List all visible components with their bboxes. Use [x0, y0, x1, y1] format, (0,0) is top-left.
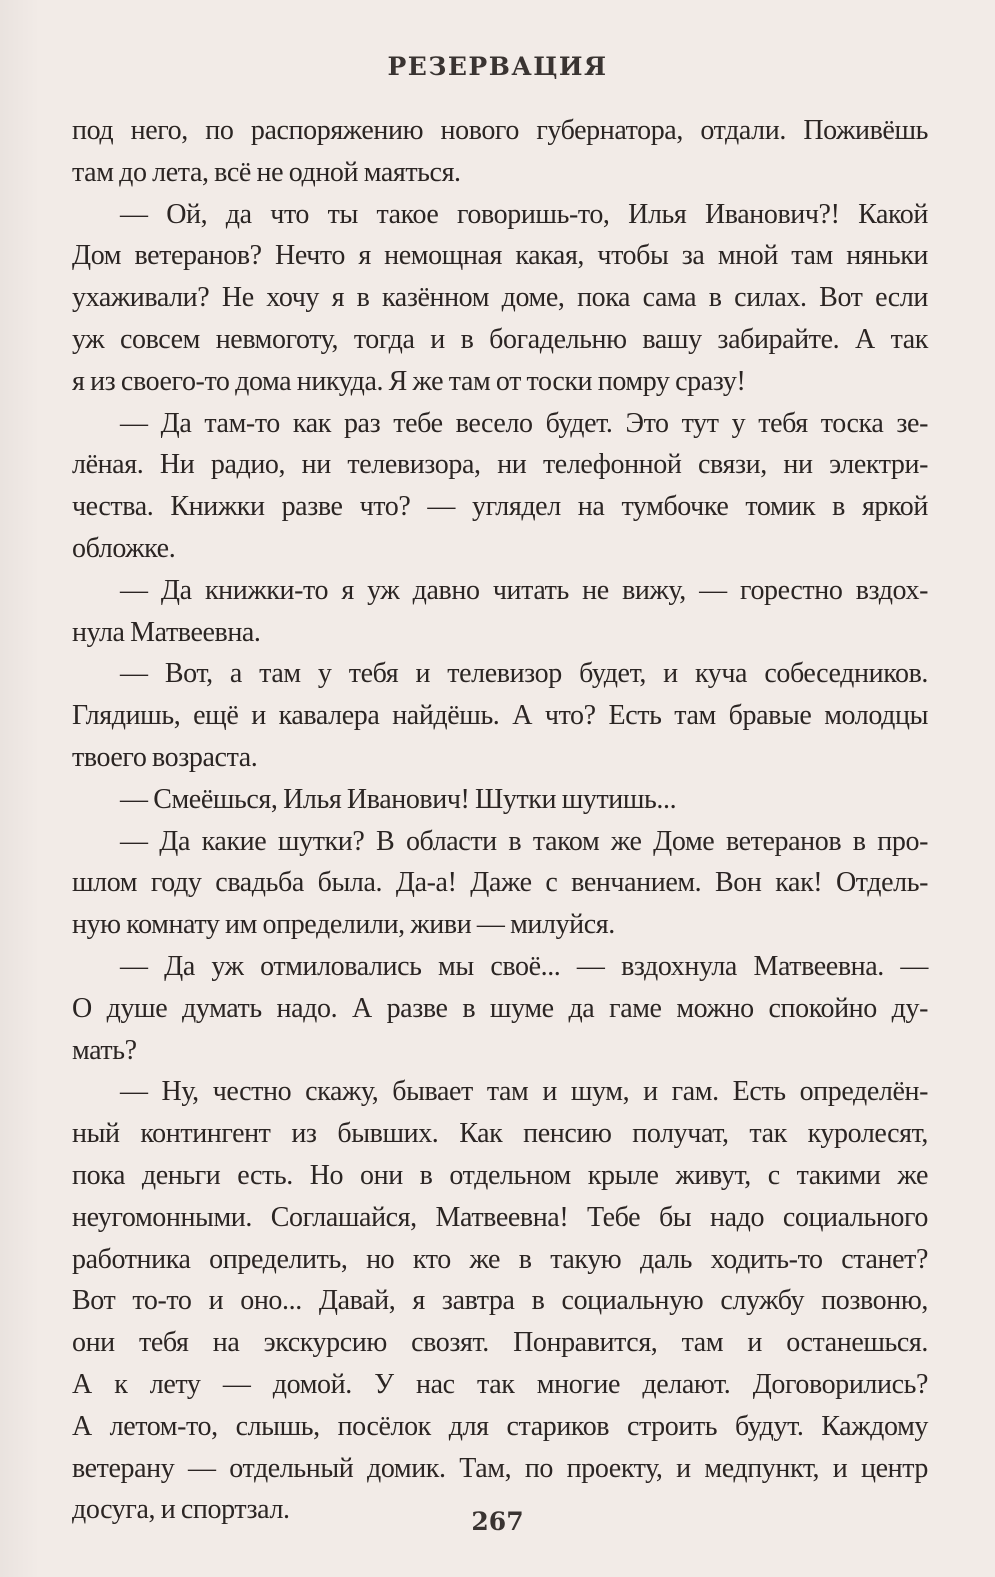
text-line: А летом-то, слышь, посёлок для стариков строить будут. Каждому	[72, 1410, 928, 1442]
paragraph-first-line: — Да уж отмиловались мы своё... — вздохнула Матвеевна. —	[120, 950, 928, 982]
running-head: РЕЗЕРВАЦИЯ	[387, 52, 608, 81]
text-line: они тебя на экскурсию свозят. Понравится, там и останешься.	[72, 1327, 928, 1359]
text-line: там до лета, всё не одной маяться.	[72, 156, 461, 188]
text-line: пока деньги есть. Но они в отдельном крыле живут, с такими же	[72, 1159, 928, 1191]
text-line: твоего возраста.	[72, 741, 258, 773]
text-line: А к лету — домой. У нас так многие делают. Договорились?	[72, 1368, 928, 1400]
body-text	[72, 110, 928, 1531]
text-line: работника определить, но кто же в такую даль ходить-то станет?	[72, 1243, 928, 1275]
paragraph-first-line: — Вот, а там у тебя и телевизор будет, и куча собеседников.	[120, 658, 928, 690]
text-line: мать?	[72, 1034, 137, 1066]
text-line: ветерану — отдельный домик. Там, по проекту, и медпункт, и центр	[72, 1452, 928, 1484]
text-line: О душе думать надо. А разве в шуме да гаме можно спокойно ду-	[72, 992, 928, 1024]
text-line: лёная. Ни радио, ни телевизора, ни телефонной связи, ни электри-	[72, 449, 928, 481]
text-line: ную комнату им определили, живи — милуйся.	[72, 909, 615, 941]
text-line: обложке.	[72, 532, 176, 564]
text-line: шлом году свадьба была. Да-а! Даже с венчанием. Вон как! Отдель-	[72, 867, 928, 899]
text-line: неугомонными. Соглашайся, Матвеевна! Тебе бы надо социального	[72, 1201, 928, 1233]
text-line: я из своего-то дома никуда. Я же там от тоски помру сразу!	[72, 365, 746, 397]
paragraph-first-line: — Да там-то как раз тебе весело будет. Это тут у тебя тоска зе-	[120, 407, 928, 439]
text-line: уж совсем невмоготу, тогда и в богадельню вашу забирайте. А так	[72, 323, 928, 355]
text-line: Вот то-то и оно... Давай, я завтра в социальную службу позвоню,	[72, 1285, 928, 1317]
text-line: досуга, и спортзал.	[72, 1494, 290, 1526]
paragraph-first-line: — Ой, да что ты такое говоришь-то, Илья Иванович?! Какой	[120, 198, 928, 230]
text-line: нула Матвеевна.	[72, 616, 261, 648]
page-number: 267	[471, 1507, 524, 1536]
paragraph-first-line: — Да какие шутки? В области в таком же Доме ветеранов в про-	[120, 825, 928, 857]
text-line: чества. Книжки разве что? — углядел на тумбочке томик в яркой	[72, 491, 928, 523]
paragraph-first-line: — Ну, честно скажу, бывает там и шум, и гам. Есть определён-	[120, 1076, 928, 1108]
text-line: под него, по распоряжению нового губернатора, отдали. Поживёшь	[72, 115, 928, 146]
text-line: ный контингент из бывших. Как пенсию получат, так куролесят,	[72, 1118, 928, 1150]
text-line: Глядишь, ещё и кавалера найдёшь. А что? Есть там бравые молодцы	[72, 700, 928, 732]
text-line: Дом ветеранов? Нечто я немощная какая, чтобы за мной там няньки	[72, 240, 928, 272]
paragraph-first-line: — Смеёшься, Илья Иванович! Шутки шутишь...	[120, 783, 677, 815]
paragraph-first-line: — Да книжки-то я уж давно читать не вижу, — горестно вздох-	[120, 574, 928, 606]
text-line: ухаживали? Не хочу я в казённом доме, пока сама в силах. Вот если	[72, 282, 928, 314]
